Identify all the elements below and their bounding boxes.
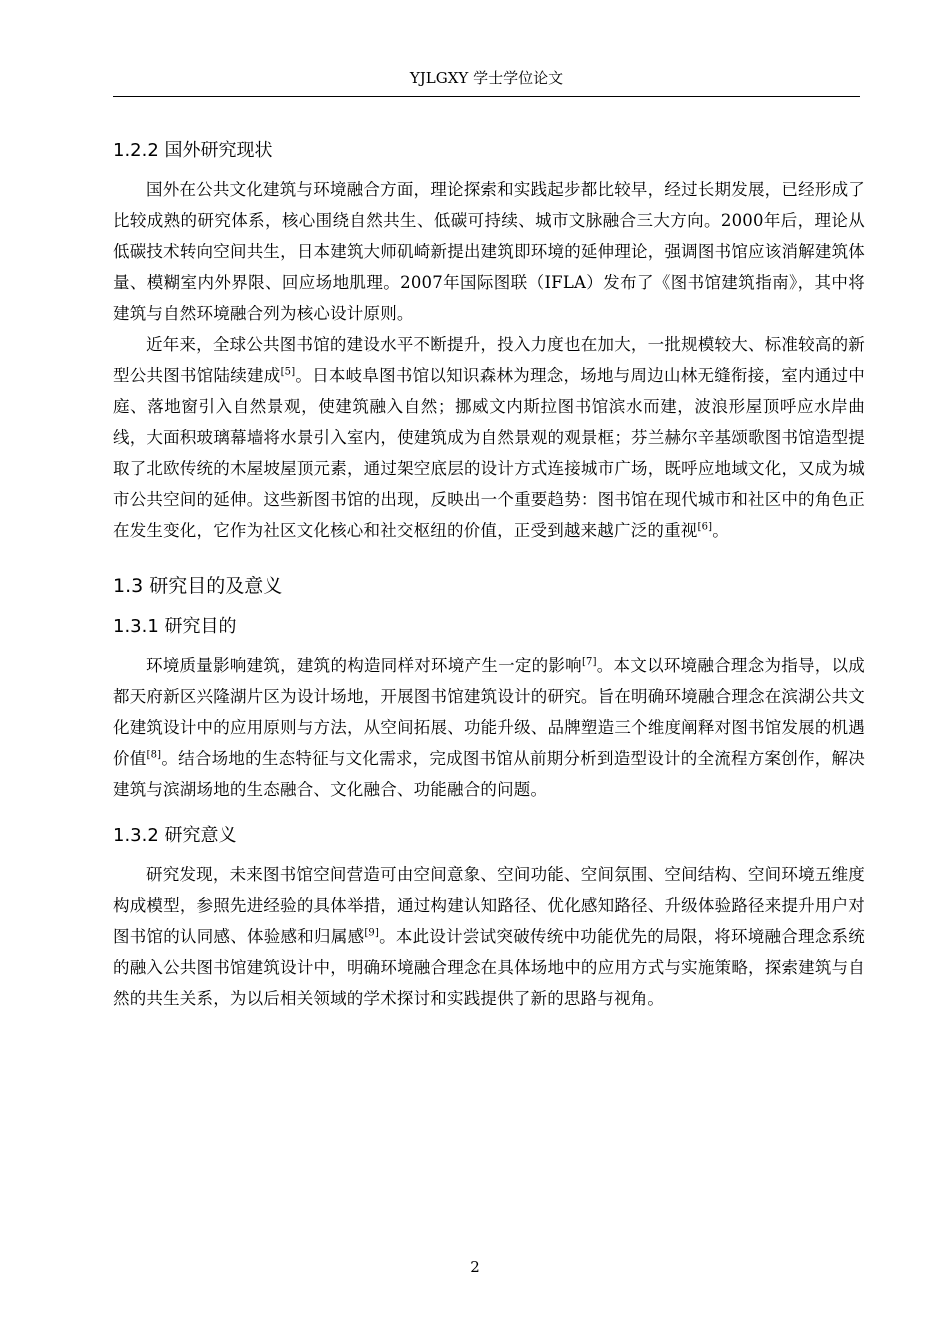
page-body: [113, 134, 865, 1014]
section-heading-1-3-1: 1.3.1 研究目的: [113, 616, 237, 637]
page-number: 2: [470, 1258, 480, 1276]
text-run: 环境质量影响建筑，建筑的构造同样对环境产生一定的影响: [146, 656, 582, 675]
paragraph-research-purpose: [113, 650, 865, 805]
text-run: 。结合场地的生态特征与文化需求，完成图书馆从前期分析到造型设计的全流程方案创作，解决建筑与滨湖场地的生态融合、文化融合、功能融合的问题。: [113, 749, 865, 799]
text-run: 。本此设计尝试突破传统中功能优先的局限，将环境融合理念系统的融入公共图书馆建筑设计中，明确环境融合理念在具体场地中的应用方式与实施策略，探索建筑与自然的共生关系，为以后相关领域的学术探讨和实践提供了新的思路与视角。: [113, 927, 865, 1008]
running-header: YJLGXY 学士学位论文: [113, 66, 860, 97]
citation-ref: [5]: [280, 366, 296, 378]
paragraph-research-significance: [113, 859, 865, 1014]
citation-ref: [8]: [146, 749, 162, 761]
text-run: 研究发现，未来图书馆空间营造可由空间意象、空间功能、空间氛围、空间结构、空间环境五维度构成模型，参照先进经验的具体举措，通过构建认知路径、优化感知路径、升级体验路径来提升用户对图书馆的认同感、体验感和归属感: [113, 865, 865, 946]
text-run: 。日本岐阜图书馆以知识森林为理念，场地与周边山林无缝衔接，室内通过中庭、落地窗引入自然景观，使建筑融入自然；挪威文内斯拉图书馆滨水而建，波浪形屋顶呼应水岸曲线，大面积玻璃幕墙将水景引入室内，使建筑成为自然景观的观景框；芬兰赫尔辛基颂歌图书馆造型提取了北欧传统的木屋坡屋顶元素，通过架空底层的设计方式连接城市广场，既呼应地域文化，又成为城市公共空间的延伸。这些新图书馆的出现，反映出一个重要趋势：图书馆在现代城市和社区中的角色正在发生变化，它作为社区文化核心和社交枢纽的价值，正受到越来越广泛的重视: [113, 366, 865, 540]
paragraph-foreign-research-2: [113, 329, 865, 546]
text-run: 。: [712, 521, 729, 540]
section-heading-1-3: 1.3 研究目的及意义: [113, 575, 283, 597]
citation-ref: [7]: [581, 656, 597, 668]
section-heading-1-3-2: 1.3.2 研究意义: [113, 825, 237, 846]
citation-ref: [9]: [364, 927, 380, 939]
citation-ref: [6]: [697, 521, 713, 533]
text-run: 。本文以环境融合理念为指导，以成都天府新区兴隆湖片区为设计场地，开展图书馆建筑设计的研究。旨在明确环境融合理念在滨湖公共文化建筑设计中的应用原则与方法，从空间拓展、功能升级、品牌塑造三个维度阐释对图书馆发展的机遇价值: [113, 656, 865, 768]
section-heading-1-2-2: 1.2.2 国外研究现状: [113, 140, 273, 161]
text-run: 近年来，全球公共图书馆的建设水平不断提升，投入力度也在加大，一批规模较大、标准较高的新型公共图书馆陆续建成: [113, 335, 865, 385]
paragraph-foreign-research-1: 国外在公共文化建筑与环境融合方面，理论探索和实践起步都比较早，经过长期发展，已经形成了比较成熟的研究体系，核心围绕自然共生、低碳可持续、城市文脉融合三大方向。2000年后，理论从低碳技术转向空间共生，日本建筑大师矶崎新提出建筑即环境的延伸理论，强调图书馆应该消解建筑体量、模糊室内外界限、回应场地肌理。2007年国际图联（IFLA）发布了《图书馆建筑指南》，其中将建筑与自然环境融合列为核心设计原则。: [113, 180, 865, 323]
